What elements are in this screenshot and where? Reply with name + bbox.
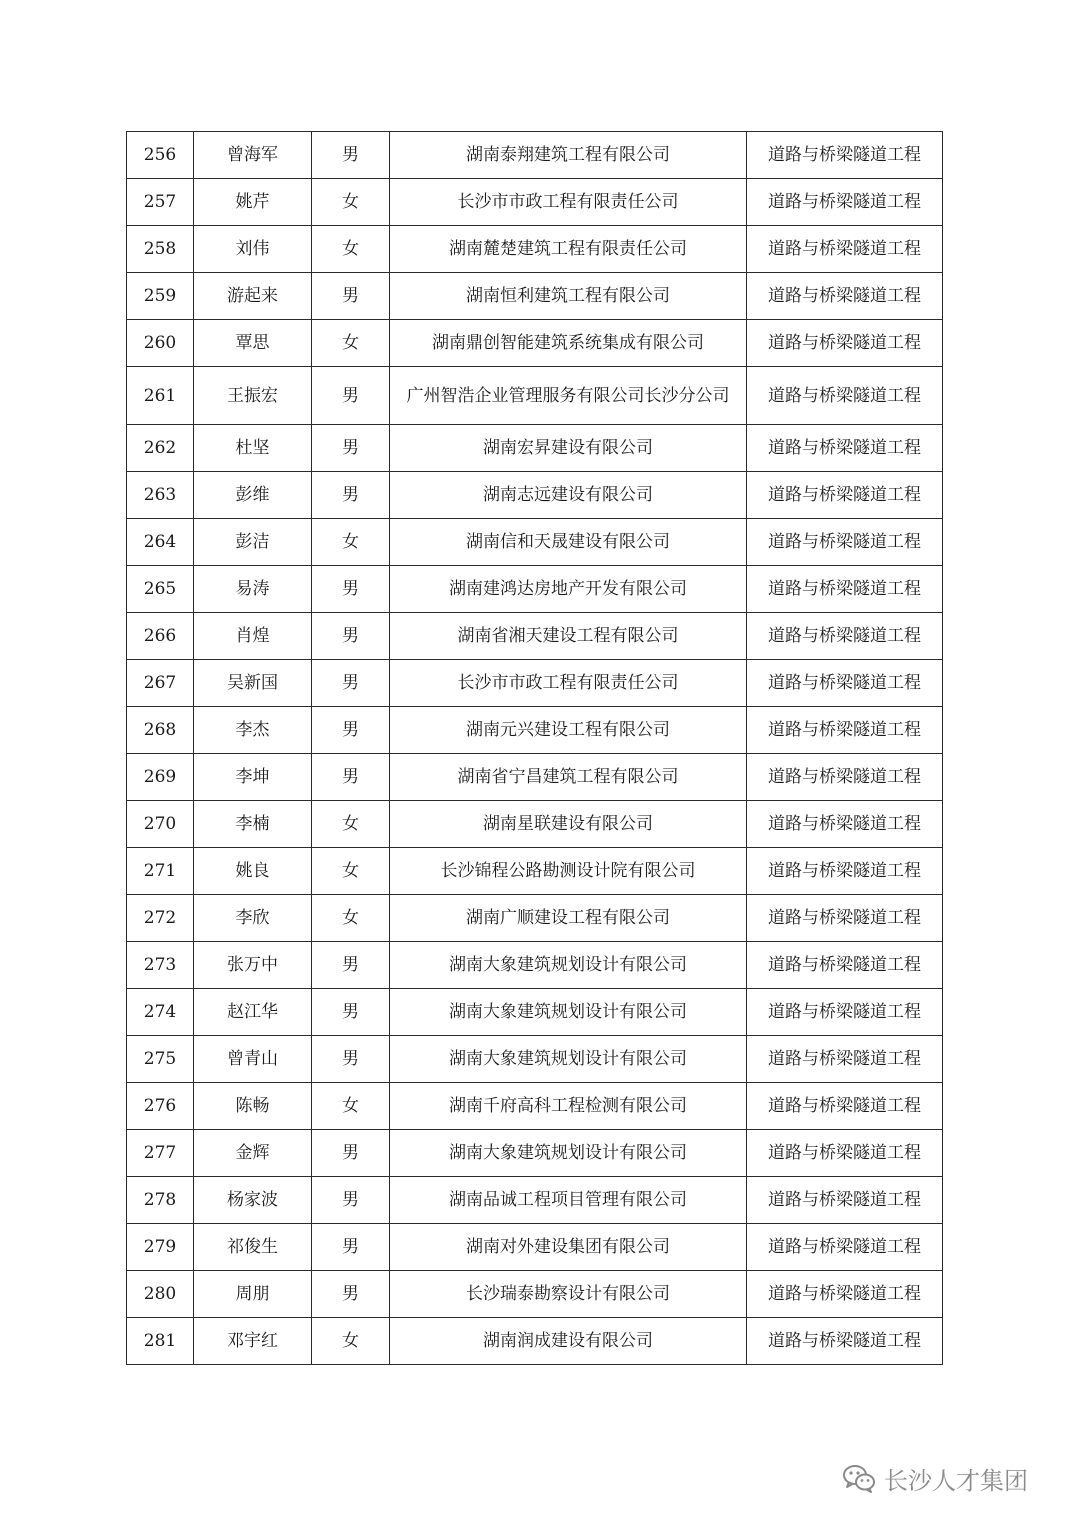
cell-number: 280: [127, 1271, 194, 1318]
cell-organization: 湖南润成建设有限公司: [390, 1318, 747, 1365]
cell-number: 274: [127, 989, 194, 1036]
cell-major: 道路与桥梁隧道工程: [747, 801, 943, 848]
cell-number: 268: [127, 707, 194, 754]
cell-number: 270: [127, 801, 194, 848]
cell-major: 道路与桥梁隧道工程: [747, 1083, 943, 1130]
cell-number: 276: [127, 1083, 194, 1130]
table-row: [127, 425, 943, 472]
cell-major: 道路与桥梁隧道工程: [747, 273, 943, 320]
cell-number: 260: [127, 320, 194, 367]
cell-number: 279: [127, 1224, 194, 1271]
cell-major: 道路与桥梁隧道工程: [747, 942, 943, 989]
cell-number: 281: [127, 1318, 194, 1365]
cell-gender: 女: [312, 848, 390, 895]
cell-organization: 湖南省宁昌建筑工程有限公司: [390, 754, 747, 801]
table-row: [127, 519, 943, 566]
cell-gender: 女: [312, 519, 390, 566]
cell-organization: 湖南建鸿达房地产开发有限公司: [390, 566, 747, 613]
cell-major: 道路与桥梁隧道工程: [747, 707, 943, 754]
table-row: [127, 613, 943, 660]
cell-major: 道路与桥梁隧道工程: [747, 320, 943, 367]
cell-number: 264: [127, 519, 194, 566]
table-row: [127, 1224, 943, 1271]
cell-organization: 湖南大象建筑规划设计有限公司: [390, 942, 747, 989]
table-row: [127, 942, 943, 989]
table-row: [127, 895, 943, 942]
table-row: [127, 1036, 943, 1083]
cell-name: 邓宇红: [194, 1318, 312, 1365]
wechat-icon: [842, 1463, 876, 1493]
cell-organization: 广州智浩企业管理服务有限公司长沙分公司: [390, 367, 747, 425]
table-row: [127, 848, 943, 895]
cell-name: 金辉: [194, 1130, 312, 1177]
cell-organization: 湖南广顺建设工程有限公司: [390, 895, 747, 942]
cell-name: 王振宏: [194, 367, 312, 425]
cell-organization: 湖南麓楚建筑工程有限责任公司: [390, 226, 747, 273]
cell-organization: 长沙锦程公路勘测设计院有限公司: [390, 848, 747, 895]
cell-organization: 湖南元兴建设工程有限公司: [390, 707, 747, 754]
cell-name: 姚芹: [194, 179, 312, 226]
cell-major: 道路与桥梁隧道工程: [747, 660, 943, 707]
cell-major: 道路与桥梁隧道工程: [747, 895, 943, 942]
cell-organization: 湖南省湘天建设工程有限公司: [390, 613, 747, 660]
roster-table: [126, 131, 943, 1365]
cell-gender: 女: [312, 320, 390, 367]
table-row: [127, 1130, 943, 1177]
cell-name: 李杰: [194, 707, 312, 754]
cell-major: 道路与桥梁隧道工程: [747, 1318, 943, 1365]
cell-name: 彭维: [194, 472, 312, 519]
table-row: [127, 273, 943, 320]
cell-organization: 湖南鼎创智能建筑系统集成有限公司: [390, 320, 747, 367]
cell-major: 道路与桥梁隧道工程: [747, 754, 943, 801]
cell-gender: 男: [312, 754, 390, 801]
cell-name: 杜坚: [194, 425, 312, 472]
table-row: [127, 1271, 943, 1318]
cell-number: 271: [127, 848, 194, 895]
cell-major: 道路与桥梁隧道工程: [747, 989, 943, 1036]
table-row: [127, 1177, 943, 1224]
cell-organization: 湖南信和天晟建设有限公司: [390, 519, 747, 566]
table-row: [127, 132, 943, 179]
cell-name: 李楠: [194, 801, 312, 848]
cell-number: 267: [127, 660, 194, 707]
cell-number: 256: [127, 132, 194, 179]
table-row: [127, 320, 943, 367]
cell-gender: 女: [312, 226, 390, 273]
table-row: [127, 1083, 943, 1130]
cell-name: 祁俊生: [194, 1224, 312, 1271]
cell-number: 261: [127, 367, 194, 425]
cell-gender: 女: [312, 801, 390, 848]
cell-gender: 女: [312, 895, 390, 942]
table-row: [127, 660, 943, 707]
cell-organization: 湖南大象建筑规划设计有限公司: [390, 1130, 747, 1177]
cell-name: 吴新国: [194, 660, 312, 707]
cell-major: 道路与桥梁隧道工程: [747, 519, 943, 566]
roster-body: [127, 132, 943, 1365]
cell-gender: 男: [312, 1036, 390, 1083]
cell-organization: 湖南千府高科工程检测有限公司: [390, 1083, 747, 1130]
cell-gender: 男: [312, 566, 390, 613]
table-row: [127, 1318, 943, 1365]
cell-name: 彭洁: [194, 519, 312, 566]
cell-number: 275: [127, 1036, 194, 1083]
cell-gender: 女: [312, 179, 390, 226]
cell-gender: 男: [312, 989, 390, 1036]
cell-number: 277: [127, 1130, 194, 1177]
cell-major: 道路与桥梁隧道工程: [747, 1224, 943, 1271]
table-row: [127, 566, 943, 613]
cell-name: 李欣: [194, 895, 312, 942]
table-row: [127, 754, 943, 801]
cell-organization: 湖南志远建设有限公司: [390, 472, 747, 519]
table-row: [127, 989, 943, 1036]
table-row: [127, 367, 943, 425]
cell-name: 刘伟: [194, 226, 312, 273]
cell-name: 李坤: [194, 754, 312, 801]
cell-gender: 女: [312, 1318, 390, 1365]
cell-number: 262: [127, 425, 194, 472]
cell-organization: 湖南对外建设集团有限公司: [390, 1224, 747, 1271]
cell-name: 姚良: [194, 848, 312, 895]
cell-organization: 湖南恒利建筑工程有限公司: [390, 273, 747, 320]
cell-name: 杨家波: [194, 1177, 312, 1224]
cell-name: 游起来: [194, 273, 312, 320]
cell-major: 道路与桥梁隧道工程: [747, 613, 943, 660]
cell-name: 张万中: [194, 942, 312, 989]
cell-gender: 男: [312, 707, 390, 754]
cell-organization: 湖南宏昇建设有限公司: [390, 425, 747, 472]
table-row: [127, 226, 943, 273]
table-row: [127, 472, 943, 519]
cell-name: 曾青山: [194, 1036, 312, 1083]
cell-organization: 湖南大象建筑规划设计有限公司: [390, 989, 747, 1036]
cell-major: 道路与桥梁隧道工程: [747, 226, 943, 273]
cell-major: 道路与桥梁隧道工程: [747, 179, 943, 226]
cell-gender: 男: [312, 472, 390, 519]
cell-major: 道路与桥梁隧道工程: [747, 1177, 943, 1224]
cell-gender: 男: [312, 273, 390, 320]
cell-number: 269: [127, 754, 194, 801]
cell-major: 道路与桥梁隧道工程: [747, 1130, 943, 1177]
cell-organization: 长沙瑞泰勘察设计有限公司: [390, 1271, 747, 1318]
cell-gender: 男: [312, 942, 390, 989]
cell-number: 263: [127, 472, 194, 519]
table-row: [127, 707, 943, 754]
cell-gender: 男: [312, 613, 390, 660]
cell-major: 道路与桥梁隧道工程: [747, 425, 943, 472]
cell-number: 265: [127, 566, 194, 613]
cell-name: 肖煌: [194, 613, 312, 660]
cell-gender: 男: [312, 660, 390, 707]
cell-major: 道路与桥梁隧道工程: [747, 566, 943, 613]
cell-name: 覃思: [194, 320, 312, 367]
cell-number: 278: [127, 1177, 194, 1224]
cell-major: 道路与桥梁隧道工程: [747, 367, 943, 425]
cell-number: 259: [127, 273, 194, 320]
cell-number: 272: [127, 895, 194, 942]
cell-name: 曾海军: [194, 132, 312, 179]
watermark-text: 长沙人才集团: [884, 1466, 1028, 1495]
table-row: [127, 801, 943, 848]
cell-organization: 长沙市市政工程有限责任公司: [390, 660, 747, 707]
cell-major: 道路与桥梁隧道工程: [747, 848, 943, 895]
cell-name: 赵江华: [194, 989, 312, 1036]
cell-gender: 男: [312, 1224, 390, 1271]
table-row: [127, 179, 943, 226]
cell-organization: 长沙市市政工程有限责任公司: [390, 179, 747, 226]
cell-organization: 湖南星联建设有限公司: [390, 801, 747, 848]
cell-name: 陈畅: [194, 1083, 312, 1130]
cell-number: 257: [127, 179, 194, 226]
cell-organization: 湖南大象建筑规划设计有限公司: [390, 1036, 747, 1083]
cell-name: 易涛: [194, 566, 312, 613]
cell-gender: 男: [312, 425, 390, 472]
cell-gender: 男: [312, 367, 390, 425]
cell-major: 道路与桥梁隧道工程: [747, 472, 943, 519]
cell-major: 道路与桥梁隧道工程: [747, 132, 943, 179]
cell-organization: 湖南泰翔建筑工程有限公司: [390, 132, 747, 179]
cell-major: 道路与桥梁隧道工程: [747, 1036, 943, 1083]
cell-gender: 男: [312, 1271, 390, 1318]
cell-number: 273: [127, 942, 194, 989]
cell-gender: 男: [312, 132, 390, 179]
cell-gender: 女: [312, 1083, 390, 1130]
cell-organization: 湖南品诚工程项目管理有限公司: [390, 1177, 747, 1224]
cell-number: 266: [127, 613, 194, 660]
watermark: [842, 1463, 1028, 1493]
cell-gender: 男: [312, 1130, 390, 1177]
cell-gender: 男: [312, 1177, 390, 1224]
cell-name: 周朋: [194, 1271, 312, 1318]
cell-number: 258: [127, 226, 194, 273]
cell-major: 道路与桥梁隧道工程: [747, 1271, 943, 1318]
